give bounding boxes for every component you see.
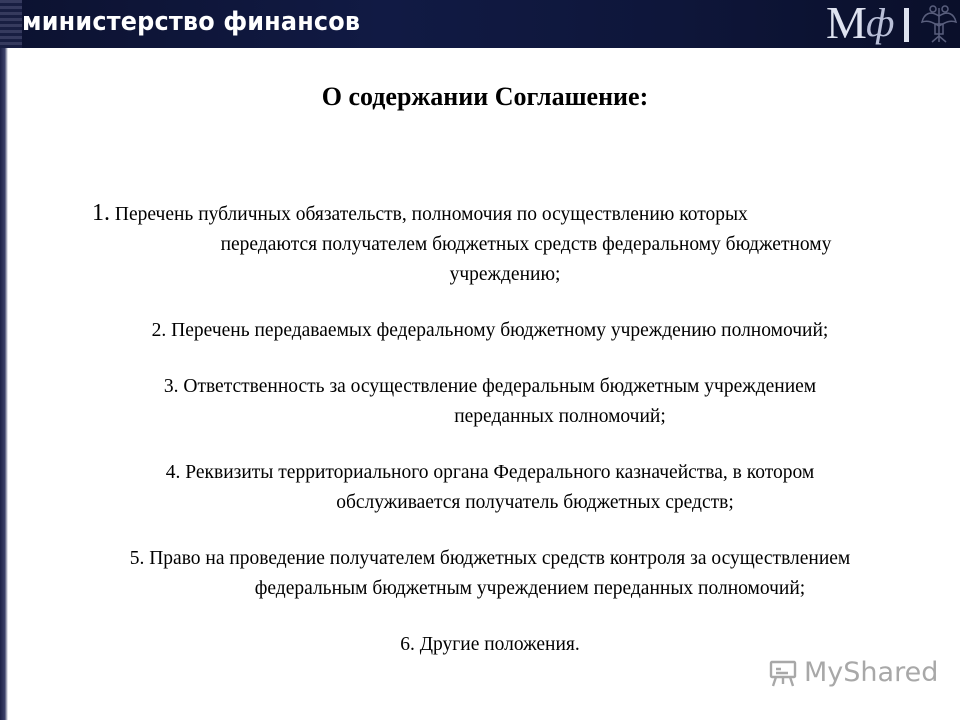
coat-of-arms-icon: [918, 2, 960, 46]
list-item-1: [60, 198, 920, 290]
logo-letter-m: М: [826, 0, 867, 48]
item-line: Право на проведение получателем бюджетных средств контроля за осуществлением: [149, 548, 851, 569]
item-number: 4.: [165, 462, 181, 483]
logo-bar: [904, 8, 909, 42]
left-shadow: [0, 48, 8, 720]
list-item-5: [20, 544, 960, 604]
item-line: Перечень публичных обязательств, полномочия по осуществлению которых: [114, 204, 748, 225]
item-line: Другие положения.: [419, 634, 580, 655]
list-item-3: [40, 372, 940, 432]
header-bar: [0, 0, 960, 48]
list-item-2: [30, 316, 950, 346]
presentation-board-icon: [768, 658, 798, 688]
list-item-4: [30, 458, 950, 518]
ministry-logo: [826, 2, 918, 46]
myshared-watermark: [768, 656, 939, 692]
item-number: 6.: [400, 634, 415, 655]
logo-letter-f: ф: [866, 0, 895, 45]
item-line: федеральным бюджетным учреждением переданных полномочий;: [254, 578, 806, 599]
item-number: 3.: [163, 376, 179, 397]
item-line: Перечень передаваемых федеральному бюджетному учреждению полномочий;: [171, 320, 829, 341]
item-line: переданных полномочий;: [454, 406, 666, 427]
item-line: обслуживается получатель бюджетных средств;: [336, 492, 734, 513]
item-number: 5.: [129, 548, 145, 569]
item-line: учреждению;: [449, 264, 561, 285]
item-number: 2.: [151, 320, 167, 341]
building-image: [0, 0, 22, 48]
slide-title: О содержании Соглашение:: [321, 82, 649, 111]
item-line: Реквизиты территориального органа Федерального казначейства, в котором: [185, 462, 815, 483]
ministry-title: министерство финансов: [22, 7, 361, 37]
watermark-text: MyShared: [804, 657, 939, 688]
item-line: передаются получателем бюджетных средств федеральному бюджетному: [220, 234, 832, 255]
item-line: Ответственность за осуществление федеральным бюджетным учреждением: [183, 376, 817, 397]
item-number: 1.: [92, 200, 110, 226]
